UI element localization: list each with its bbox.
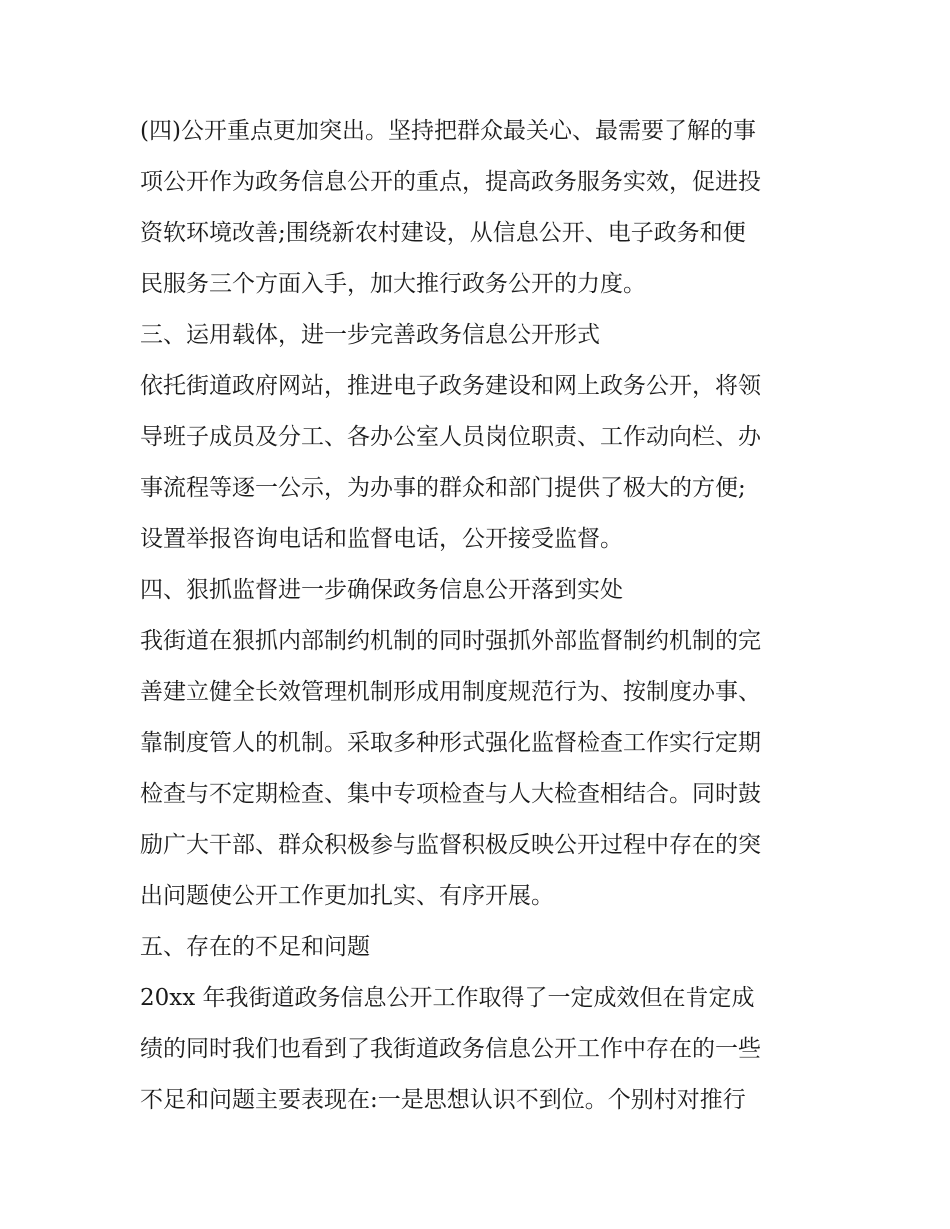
- paragraph-line: 靠制度管人的机制。采取多种形式强化监督检查工作实行定期: [140, 730, 761, 756]
- section-heading: 三、运用载体，进一步完善政务信息公开形式: [140, 322, 600, 348]
- document-page: [140, 106, 820, 1126]
- paragraph-line: 绩的同时我们也看到了我街道政务信息公开工作中存在的一些: [140, 1036, 761, 1062]
- section-heading: 四、狠抓监督进一步确保政务信息公开落到实处: [140, 577, 623, 603]
- paragraph-line: 20xx 年我街道政务信息公开工作取得了一定成效但在肯定成: [140, 985, 755, 1011]
- paragraph-line: 依托街道政府网站，推进电子政务建设和网上政务公开，将领: [140, 373, 761, 399]
- paragraph-line: 励广大干部、群众积极参与监督积极反映公开过程中存在的突: [140, 832, 761, 858]
- paragraph-line: 我街道在狠抓内部制约机制的同时强抓外部监督制约机制的完: [140, 628, 761, 654]
- paragraph-line: 善建立健全长效管理机制形成用制度规范行为、按制度办事、: [140, 679, 761, 705]
- section-heading: 五、存在的不足和问题: [140, 934, 370, 960]
- paragraph-line: 导班子成员及分工、各办公室人员岗位职责、工作动向栏、办: [140, 424, 761, 450]
- paragraph-line: 民服务三个方面入手，加大推行政务公开的力度。: [140, 271, 646, 297]
- paragraph-line: (四)公开重点更加突出。坚持把群众最关心、最需要了解的事: [140, 118, 756, 144]
- paragraph-line: 不足和问题主要表现在:一是思想认识不到位。个别村对推行: [140, 1087, 746, 1113]
- paragraph-line: 检查与不定期检查、集中专项检查与人大检查相结合。同时鼓: [140, 781, 761, 807]
- paragraph-line: 设置举报咨询电话和监督电话，公开接受监督。: [140, 526, 623, 552]
- paragraph-line: 资软环境改善;围绕新农村建设，从信息公开、电子政务和便: [140, 220, 746, 246]
- paragraph-line: 事流程等逐一公示，为办事的群众和部门提供了极大的方便;: [140, 475, 746, 501]
- paragraph-line: 项公开作为政务信息公开的重点，提高政务服务实效，促进投: [140, 169, 761, 195]
- paragraph-line: 出问题使公开工作更加扎实、有序开展。: [140, 883, 554, 909]
